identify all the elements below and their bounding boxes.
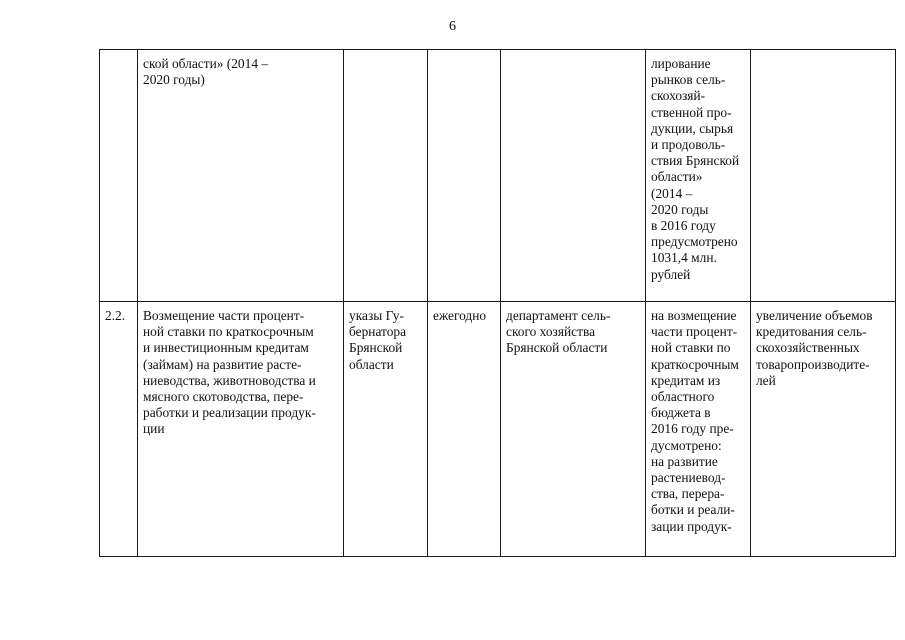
table-row: [100, 302, 896, 557]
basis-cell: указы Гу- бернатора Брянской области: [344, 302, 428, 557]
basis-cell: [344, 50, 428, 302]
measure-cell: ской области» (2014 – 2020 годы): [138, 50, 344, 302]
result-cell: [751, 50, 896, 302]
executor-cell: [501, 50, 646, 302]
measure-cell: Возмещение части процент- ной ставки по краткосрочным и инвестиционным кредитам (займам) на развитие расте- ниеводства, животноводства и мясного скотоводства, пере- работки и реализации продук- ции: [138, 302, 344, 557]
period-cell: [428, 50, 501, 302]
financing-cell: лирование рынков сель- скохозяй- ственной про- дукции, сырья и продоволь- ствия Брянской области» (2014 – 2020 годы в 2016 году предусмотрено 1031,4 млн. рублей: [646, 50, 751, 302]
page-number: 6: [449, 19, 456, 34]
financing-cell: на возмещение части процент- ной ставки по краткосрочным кредитам из областного бюджета в 2016 году пре- дусмотрено: на развитие растениевод- ства, перера- ботки и реали- зации продук-: [646, 302, 751, 557]
measures-table: [99, 49, 896, 557]
executor-cell: департамент сель- ского хозяйства Брянской области: [501, 302, 646, 557]
result-cell: увеличение объемов кредитования сель- скохозяйственных товаропроизводите- лей: [751, 302, 896, 557]
table-row: [100, 50, 896, 302]
row-number-cell: 2.2.: [100, 302, 138, 557]
period-cell: ежегодно: [428, 302, 501, 557]
row-number-cell: [100, 50, 138, 302]
